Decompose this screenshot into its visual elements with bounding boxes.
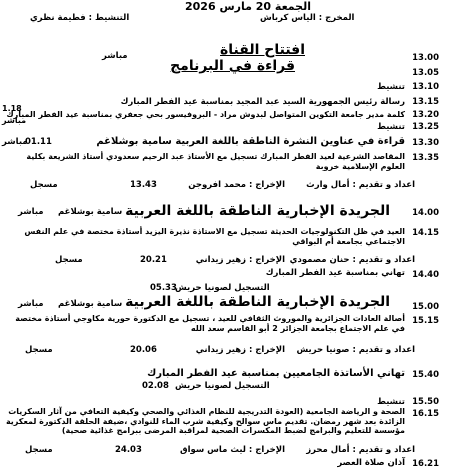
credit-prep-2: اعداد و تقديم : حنان مصمودي (289, 255, 415, 265)
time-16-21: 16.21 (412, 459, 439, 469)
time-14-00: 14.00 (412, 208, 439, 218)
item-president-message: رسالة رئيس الجمهورية السيد عبد المجيد بمناسبة عيد الفطر المبارك (120, 97, 405, 107)
item-program-reading: قراءة في البرنامج (170, 58, 295, 74)
item-news-1500: الجريدة الإخبارية الناطقة باللغة العربية (125, 294, 390, 310)
live-note-1400: مباشر (18, 207, 44, 217)
time-15-15: 15.15 (412, 316, 439, 326)
duration-1330: 01.11 (25, 137, 52, 147)
item-headlines-reading: قراءة في عناوين النشرة الناطقة باللغة العربية سامية بوشلاغم (96, 136, 405, 147)
credit-prep-4: اعداد و تقديم : أمال محرز (306, 445, 415, 455)
credit-direction-1: الإخراج : محمد افروجن (188, 180, 285, 190)
item-greetings-1440: تهاني بمناسبة عيد الفطر المبارك (265, 268, 405, 278)
duration-1320: 1.18 (2, 104, 22, 113)
item-professors-greetings: تهاني الأساتذة الجامعيين بمناسبة عيد الفطر المبارك (147, 368, 405, 379)
item-health-sport: الصحة و الرياضة الجامعية (العودة التدريجية للنظام الغذائي والصحي وكيفية التعافي من آثار السكريات الزائدة بعد شهر رمضان. تقديم ماس سوالح وكيفية شرب الماء للنوادي ،ضيفة الحلقة الدكتورة لمعكرية مؤسسة للتعليم والبرامج لضبط المكسرات الصحية لمراقبة المرضى ببرامج غذائية صحية) (5, 407, 405, 436)
item-university-speech: كلمة مدير جامعة التكوين المتواصل لبدوش مراد - البروفيسور بحي جعفري بمناسبة عيد الفطر المبارك (6, 110, 405, 119)
item-animation-3: تنشيط (377, 397, 405, 407)
coordinator-label: التنشيط : فطيمة نظري (30, 13, 130, 23)
time-13-15: 13.15 (412, 97, 439, 107)
director-label: المخرج : الياس كرباش (260, 13, 355, 23)
credit-type-1: مسجل (30, 180, 58, 190)
credit-direction-3: الإخراج : زهير زيداني (195, 345, 285, 355)
credit-duration-6: 24.03 (115, 445, 142, 455)
time-15-00: 15.00 (412, 302, 439, 312)
time-13-35: 13.35 (412, 153, 439, 163)
live-note-1320: مباشر (2, 116, 27, 125)
item-asr-prayer: آذان صلاة العصر (337, 458, 405, 468)
credit-direction-2: الإخراج : زهير زيداني (195, 255, 285, 265)
credit-type-2: مسجل (55, 255, 83, 265)
item-animation-1: تنشيط (377, 82, 405, 92)
time-13-25: 13.25 (412, 122, 439, 132)
live-note-1500: مباشر (18, 299, 44, 309)
time-13-10: 13.10 (412, 82, 439, 92)
credit-duration-3: 05.33 (150, 283, 177, 293)
presenter-1400: سامية بوشلاغم (58, 207, 123, 217)
credit-type-4: مسجل (25, 445, 53, 455)
time-13-20: 13.20 (412, 110, 439, 120)
credit-direction-4: الإخراج : ليث ماس سواق (180, 445, 285, 455)
time-14-40: 14.40 (412, 270, 439, 280)
credit-prep-3: اعداد و تقديم : صونيا حريش (296, 345, 415, 355)
time-16-15: 16.15 (412, 409, 439, 419)
item-news-1400: الجريدة الإخبارية الناطقة باللغة العربية (125, 203, 390, 219)
live-note-1330: مباشر (2, 137, 28, 147)
credit-recording-1: التسجيل لصونيا حريش (175, 283, 270, 293)
time-15-50: 15.50 (412, 397, 439, 407)
live-note-1300: مباشر (102, 51, 128, 61)
item-animation-2: تنشيط (377, 122, 405, 132)
time-13-05: 13.05 (412, 68, 439, 78)
credit-duration-1: 13.43 (130, 180, 157, 190)
time-13-30: 13.30 (412, 138, 439, 148)
credit-duration-4: 20.06 (130, 345, 157, 355)
time-14-15: 14.15 (412, 228, 439, 238)
item-traditions: أصالة العادات الجزائرية والموروث الثقافي للعيد ، تسجيل مع الدكتورة حورية مكاوجي أستاذة مختصة في علم الاجتماع بجامعة الجزائر 2 أبو القاسم سعد الله (15, 314, 405, 333)
presenter-1500: سامية بوشلاغم (58, 299, 123, 309)
item-eid-purposes: المقاصد الشرعية لعيد الفطر المبارك تسجيل مع الأستاذ عبد الرحيم سعدودي أستاذ الشريعة بكلية العلوم الإسلامية خروبة (26, 152, 405, 171)
credit-duration-5: 02.08 (142, 381, 169, 391)
item-opening: افتتاح القناة (220, 42, 305, 58)
broadcast-date: الجمعة 20 مارس 2026 (185, 0, 311, 13)
credit-type-3: مسجل (25, 345, 53, 355)
credit-prep-1: اعداد و تقديم : أمال وارث (306, 180, 415, 190)
time-13-00: 13.00 (412, 53, 439, 63)
time-15-40: 15.40 (412, 370, 439, 380)
item-eid-technology: العيد في ظل التكنولوجيات الحديثة تسجيل مع الاستاذة نذيرة اليزيد أستاذة مختصة في علم النفس الاجتماعي بجامعة أم البواقي (24, 227, 405, 246)
credit-duration-2: 20.21 (140, 255, 167, 265)
credit-recording-2: التسجيل لصونيا حريش (175, 381, 270, 391)
